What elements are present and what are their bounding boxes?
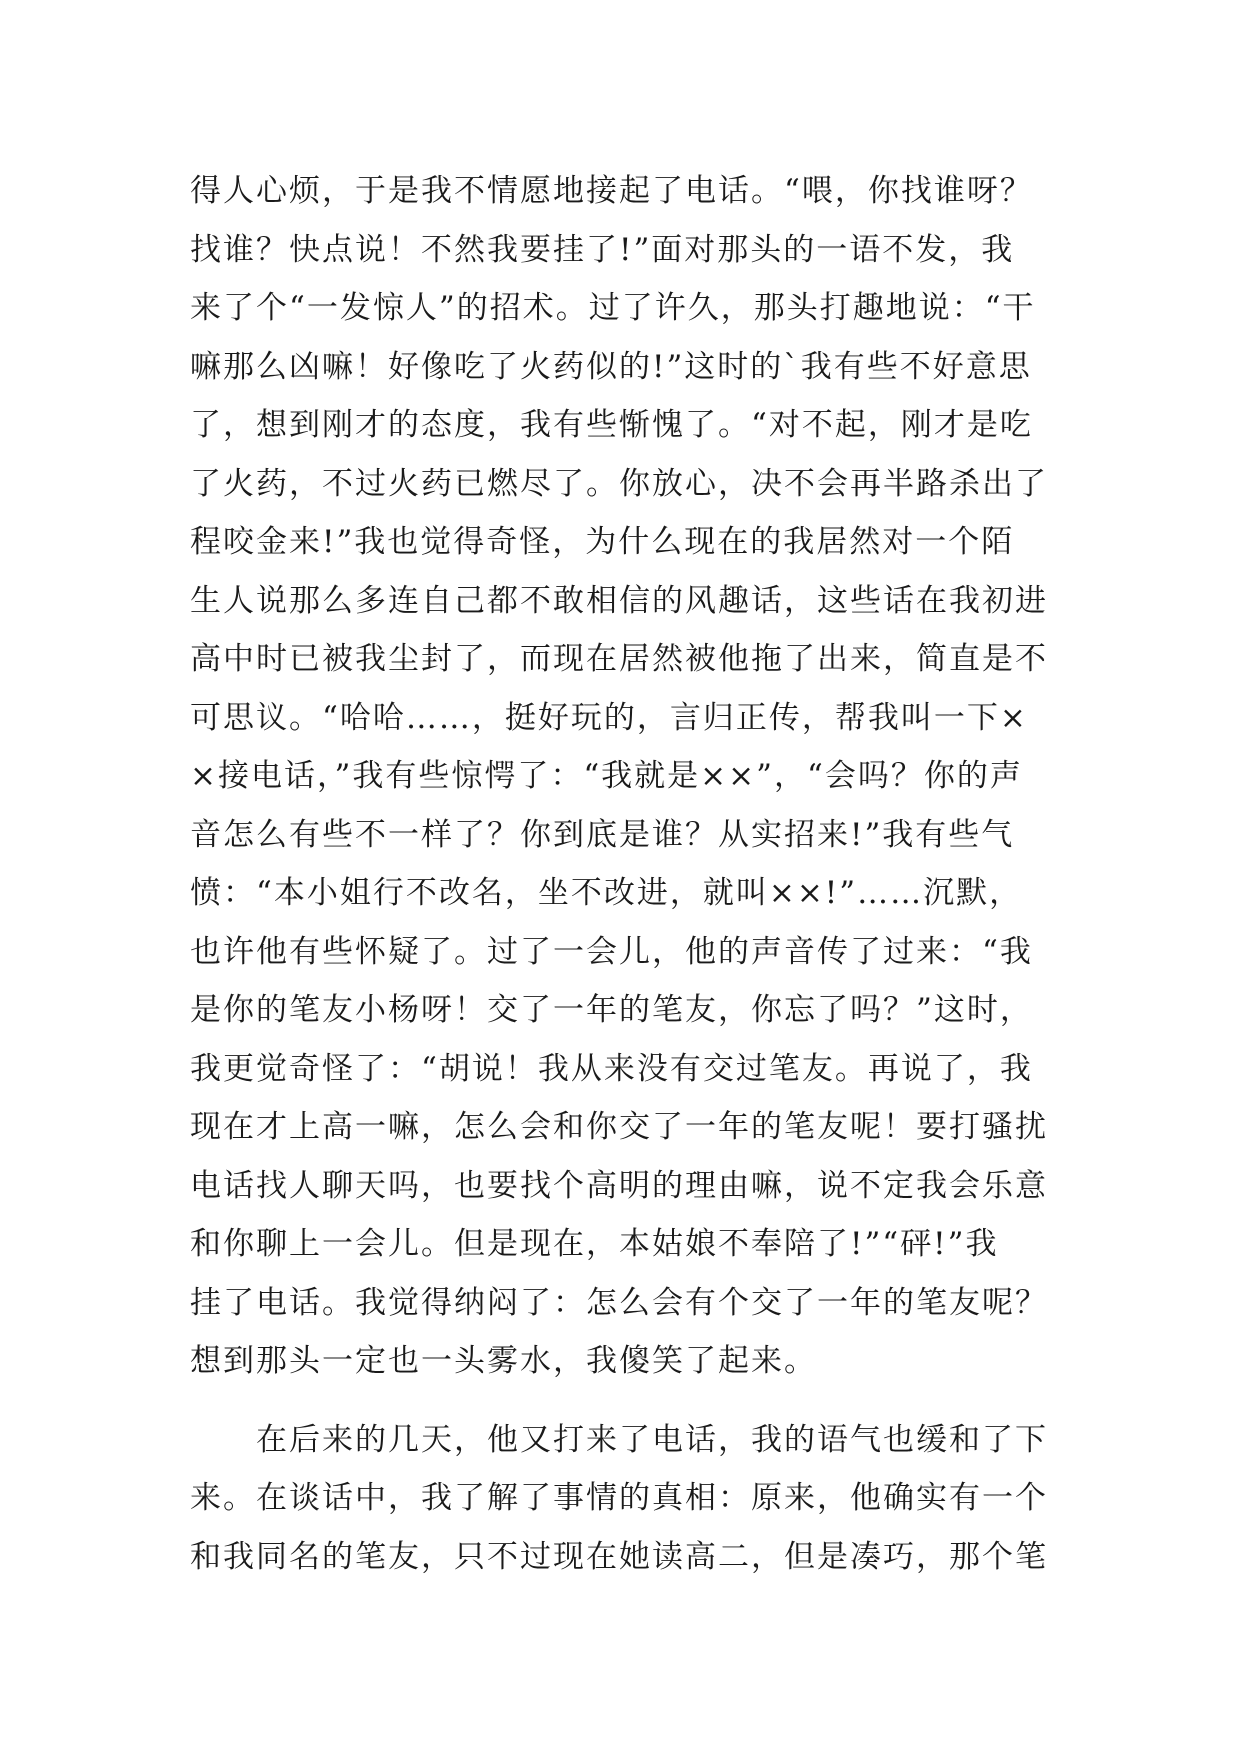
text-line: 嘛那么凶嘛！好像吃了火药似的!”这时的`我有些不好意思 <box>190 348 1032 385</box>
text-line: 程咬金来!”我也觉得奇怪，为什么现在的我居然对一个陌 <box>190 524 1015 560</box>
text-line: 也许他有些怀疑了。过了一会儿，他的声音传了过来：“我 <box>190 933 1033 970</box>
text-line: 高中时已被我尘封了，而现在居然被他拖了出来，简直是不 <box>190 641 1048 677</box>
paragraph-1 <box>190 162 1070 1391</box>
text-line: 音怎么有些不一样了？你到底是谁？从实招来!”我有些气 <box>190 816 1015 853</box>
text-line: 愤：“本小姐行不改名，坐不改进，就叫××!”……沉默， <box>190 875 1023 911</box>
text-line: 现在才上高一嘛，怎么会和你交了一年的笔友呢！要打骚扰 <box>190 1109 1048 1145</box>
text-line: 想到那头一定也一头雾水，我傻笑了起来。 <box>190 1343 817 1379</box>
text-line: 我更觉奇怪了：“胡说！我从来没有交过笔友。再说了，我 <box>190 1050 1033 1087</box>
paragraph-2 <box>190 1411 1070 1587</box>
text-line: 找谁？快点说！不然我要挂了!”面对那头的一语不发，我 <box>190 231 1015 268</box>
text-line: 在后来的几天，他又打来了电话，我的语气也缓和了下 <box>256 1421 1048 1458</box>
text-line: 挂了电话。我觉得纳闷了：怎么会有个交了一年的笔友呢？ <box>190 1284 1048 1321</box>
text-line: 是你的笔友小杨呀！交了一年的笔友，你忘了吗？”这时， <box>190 992 1033 1028</box>
text-line: 了，想到刚才的态度，我有些惭愧了。“对不起，刚才是吃 <box>190 407 1033 443</box>
text-line: 和你聊上一会儿。但是现在，本姑娘不奉陪了!”“砰!”我 <box>190 1226 999 1262</box>
paragraph-gap <box>190 1391 1070 1411</box>
text-line: 电话找人聊天吗，也要找个高明的理由嘛，说不定我会乐意 <box>190 1167 1048 1204</box>
text-line: 了火药，不过火药已燃尽了。你放心，决不会再半路杀出了 <box>190 465 1048 502</box>
body-text <box>190 162 1070 1586</box>
text-line: 来。在谈话中，我了解了事情的真相：原来，他确实有一个 <box>190 1480 1048 1516</box>
text-line: 得人心烦，于是我不情愿地接起了电话。“喂，你找谁呀？ <box>190 173 1033 209</box>
text-line: ×接电话，”我有些惊愕了：“我就是××”，“会吗？你的声 <box>190 758 1023 794</box>
text-line: 来了个“一发惊人”的招术。过了许久，那头打趣地说：“干 <box>190 290 1036 326</box>
text-line: 和我同名的笔友，只不过现在她读高二，但是凑巧，那个笔 <box>190 1538 1048 1575</box>
text-line: 可思议。“哈哈……，挺好玩的，言归正传，帮我叫一下× <box>190 699 1028 736</box>
text-line: 生人说那么多连自己都不敢相信的风趣话，这些话在我初进 <box>190 582 1048 619</box>
